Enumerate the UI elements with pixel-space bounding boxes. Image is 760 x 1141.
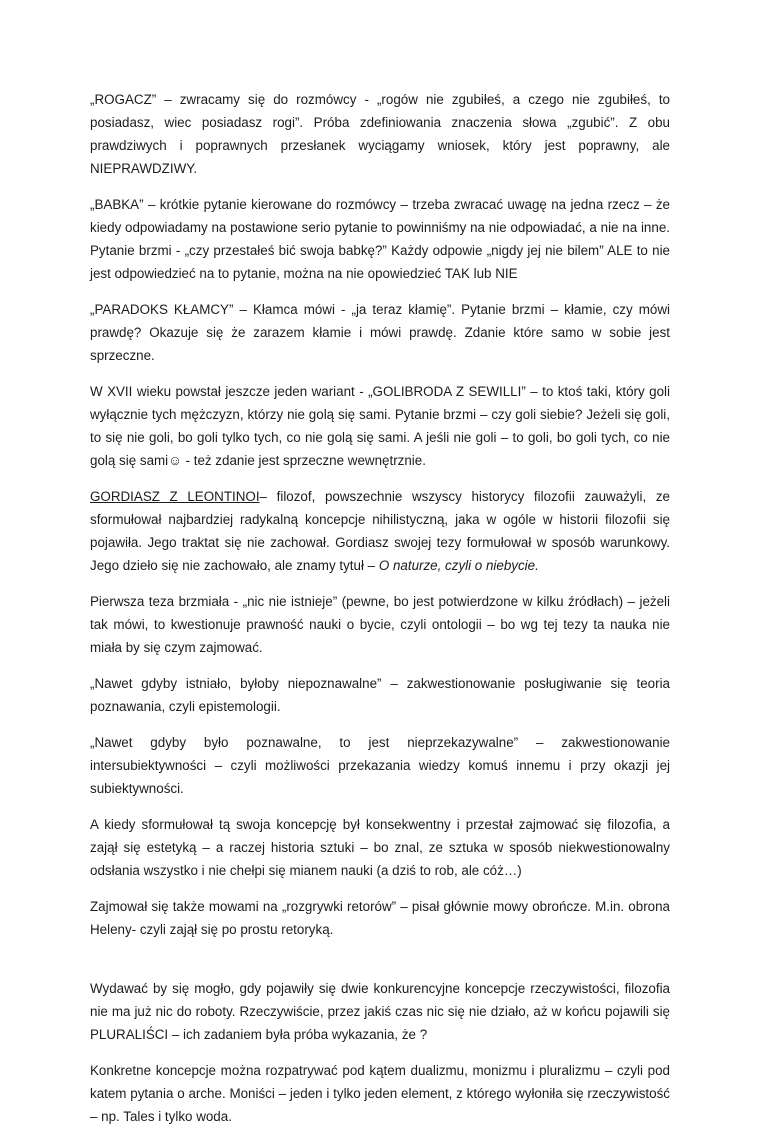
gordiasz-work-title: O naturze, czyli o niebycie. (378, 558, 539, 573)
paragraph-estetyka: A kiedy sformułował tą swoja koncepcję był konsekwentny i przestał zajmować się filozofia, a zajął się estetyką – a raczej historia sztuki – bo znal, ze sztuka w sposób niekwestionowalny odsłania wszystko i nie chełpi się mianem nauki (a dziś to rob, ale cóż…) (90, 817, 670, 878)
paragraph-golibroda: W XVII wieku powstał jeszcze jeden wariant - „GOLIBRODA Z SEWILLI” – to ktoś taki, który goli wyłącznie tych mężczyzn, którzy nie golą się sami. Pytanie brzmi – czy goli siebie? Jeżeli się goli, to się nie goli, bo goli tylko tych, co nie golą się sami. A jeśli nie goli – to goli, bo goli tych, co nie golą się sami☺ - też zdanie jest sprzeczne wewnętrznie. (90, 384, 670, 468)
paragraph-rogacz: „ROGACZ” – zwracamy się do rozmówcy - „rogów nie zgubiłeś, a czego nie zgubiłeś, to posiadasz, wiec posiadasz rogi”. Próba zdefiniowania znaczenia słowa „zgubić”. Z obu prawdziwych i poprawnych przesłanek wyciągamy wniosek, który jest poprawny, ale NIEPRAWDZIWY. (90, 92, 670, 176)
gordiasz-heading: GORDIASZ Z LEONTINOI (90, 489, 260, 504)
paragraph-retoryka: Zajmował się także mowami na „rozgrywki retorów” – pisał głównie mowy obrończe. M.in. obrona Heleny- czyli zajął się po prostu retoryką. (90, 899, 670, 937)
document-page (90, 88, 670, 1141)
paragraph-paradoks-klamcy: „PARADOKS KŁAMCY” – Kłamca mówi - „ja teraz kłamię”. Pytanie brzmi – kłamie, czy mówi prawdę? Okazuje się że zarazem kłamie i mówi prawdę. Zdanie które samo w sobie jest sprzeczne. (90, 302, 670, 363)
gordiasz-body: – filozof, powszechnie wszyscy historycy filozofii zauważyli, ze sformułował najbardziej radykalną koncepcje nihilistyczną, jaka w ogóle w historii filozofii się pojawiła. Jego traktat się nie zachował. Gordiasz swojej tezy formułował w sposób warunkowy. Jego dzieło się nie zachowało, ale znamy tytuł – (90, 489, 670, 573)
paragraph-pierwsza-teza: Pierwsza teza brzmiała - „nic nie istnieje” (pewne, bo jest potwierdzone w kilku źródłach) – jeżeli tak mówi, to kwestionuje prawność nauki o bycie, czyli ontologii – bo wg tej tezy ta nauka nie miała by się czym zajmować. (90, 594, 670, 655)
paragraph-druga-teza: „Nawet gdyby istniało, byłoby niepoznawalne” – zakwestionowanie posługiwanie się teoria poznawania, czyli epistemologii. (90, 676, 670, 714)
paragraph-monisci: Konkretne koncepcje można rozpatrywać pod kątem dualizmu, monizmu i pluralizmu – czyli pod katem pytania o arche. Moniści – jeden i tylko jeden element, z którego wyłoniła się rzeczywistość – np. Tales i tylko woda. (90, 1063, 670, 1124)
paragraph-gordiasz (90, 485, 670, 577)
paragraph-babka: „BABKA” – krótkie pytanie kierowane do rozmówcy – trzeba zwracać uwagę na jedna rzecz – że kiedy odpowiadamy na postawione serio pytanie to powinniśmy na nie odpowiadać, a nie na inne. Pytanie brzmi - „czy przestałeś bić swoja babkę?” Każdy odpowie „nigdy jej nie bilem” ALE to nie jest odpowiedzieć na to pytanie, można na nie opowiedzieć TAK lub NIE (90, 197, 670, 281)
paragraph-trzecia-teza: „Nawet gdyby było poznawalne, to jest nieprzekazywalne” – zakwestionowanie intersubiektywności – czyli możliwości przekazania wiedzy komuś innemu i przy okazji jej subiektywności. (90, 735, 670, 796)
paragraph-pluralisci: Wydawać by się mogło, gdy pojawiły się dwie konkurencyjne koncepcje rzeczywistości, filozofia nie ma już nic do roboty. Rzeczywiście, przez jakiś czas nic się nie działo, aż w końcu pojawili się PLURALIŚCI – ich zadaniem była próba wykazania, że ? (90, 981, 670, 1042)
